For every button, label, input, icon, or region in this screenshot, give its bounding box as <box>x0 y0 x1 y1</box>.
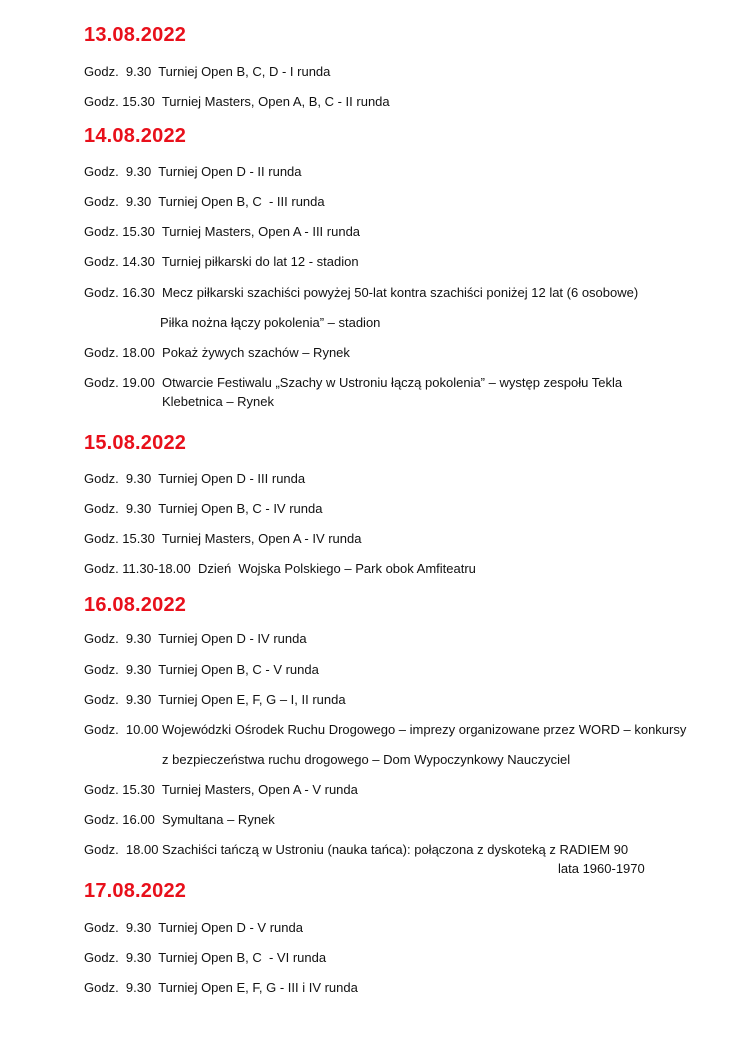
event-line: Godz. 10.00 Wojewódzki Ośrodek Ruchu Drogowego – imprezy organizowane przez WORD – konkursy <box>84 722 687 737</box>
event-line: Godz. 9.30 Turniej Open B, C, D - I runda <box>84 64 331 79</box>
event-line: Godz. 9.30 Turniej Open E, F, G - III i IV runda <box>84 980 358 995</box>
event-line: Godz. 16.30 Mecz piłkarski szachiści powyżej 50-lat kontra szachiści poniżej 12 lat (6 osobowe) <box>84 285 639 300</box>
event-line-continuation: Piłka nożna łączy pokolenia” – stadion <box>160 315 381 330</box>
event-line: Godz. 16.00 Symultana – Rynek <box>84 812 275 827</box>
event-line: Godz. 9.30 Turniej Open E, F, G – I, II runda <box>84 692 346 707</box>
event-line: Godz. 9.30 Turniej Open B, C - III runda <box>84 194 325 209</box>
event-line: Godz. 15.30 Turniej Masters, Open A, B, C - II runda <box>84 94 390 109</box>
event-line-continuation: lata 1960-1970 <box>558 861 645 876</box>
date-heading: 16.08.2022 <box>84 594 187 616</box>
event-line: Godz. 19.00 Otwarcie Festiwalu „Szachy w Ustroniu łączą pokolenia” – występ zespołu Tekla <box>84 375 623 390</box>
event-line: Godz. 9.30 Turniej Open B, C - IV runda <box>84 501 323 516</box>
event-line: Godz. 9.30 Turniej Open B, C - V runda <box>84 662 319 677</box>
date-heading: 15.08.2022 <box>84 432 187 454</box>
event-line: Godz. 9.30 Turniej Open B, C - VI runda <box>84 950 327 965</box>
event-line: Godz. 15.30 Turniej Masters, Open A - V runda <box>84 782 358 797</box>
event-line: Godz. 14.30 Turniej piłkarski do lat 12 - stadion <box>84 254 359 269</box>
event-line: Godz. 18.00 Szachiści tańczą w Ustroniu (nauka tańca): połączona z dyskoteką z RADIEM 90 <box>84 842 629 857</box>
event-line: Godz. 9.30 Turniej Open D - III runda <box>84 471 306 486</box>
date-heading: 13.08.2022 <box>84 24 187 46</box>
event-line: Godz. 9.30 Turniej Open D - II runda <box>84 164 302 179</box>
event-line: Godz. 15.30 Turniej Masters, Open A - IV runda <box>84 531 362 546</box>
event-line: Godz. 9.30 Turniej Open D - IV runda <box>84 631 307 646</box>
date-heading: 14.08.2022 <box>84 125 187 147</box>
event-line: Godz. 18.00 Pokaż żywych szachów – Rynek <box>84 345 350 360</box>
event-line: Godz. 9.30 Turniej Open D - V runda <box>84 920 303 935</box>
event-line-continuation: Klebetnica – Rynek <box>162 394 275 409</box>
event-line: Godz. 15.30 Turniej Masters, Open A - III runda <box>84 224 361 239</box>
event-line-continuation: z bezpieczeństwa ruchu drogowego – Dom Wypoczynkowy Nauczyciel <box>162 752 571 767</box>
event-line: Godz. 11.30-18.00 Dzień Wojska Polskiego – Park obok Amfiteatru <box>84 561 476 576</box>
date-heading: 17.08.2022 <box>84 880 187 902</box>
